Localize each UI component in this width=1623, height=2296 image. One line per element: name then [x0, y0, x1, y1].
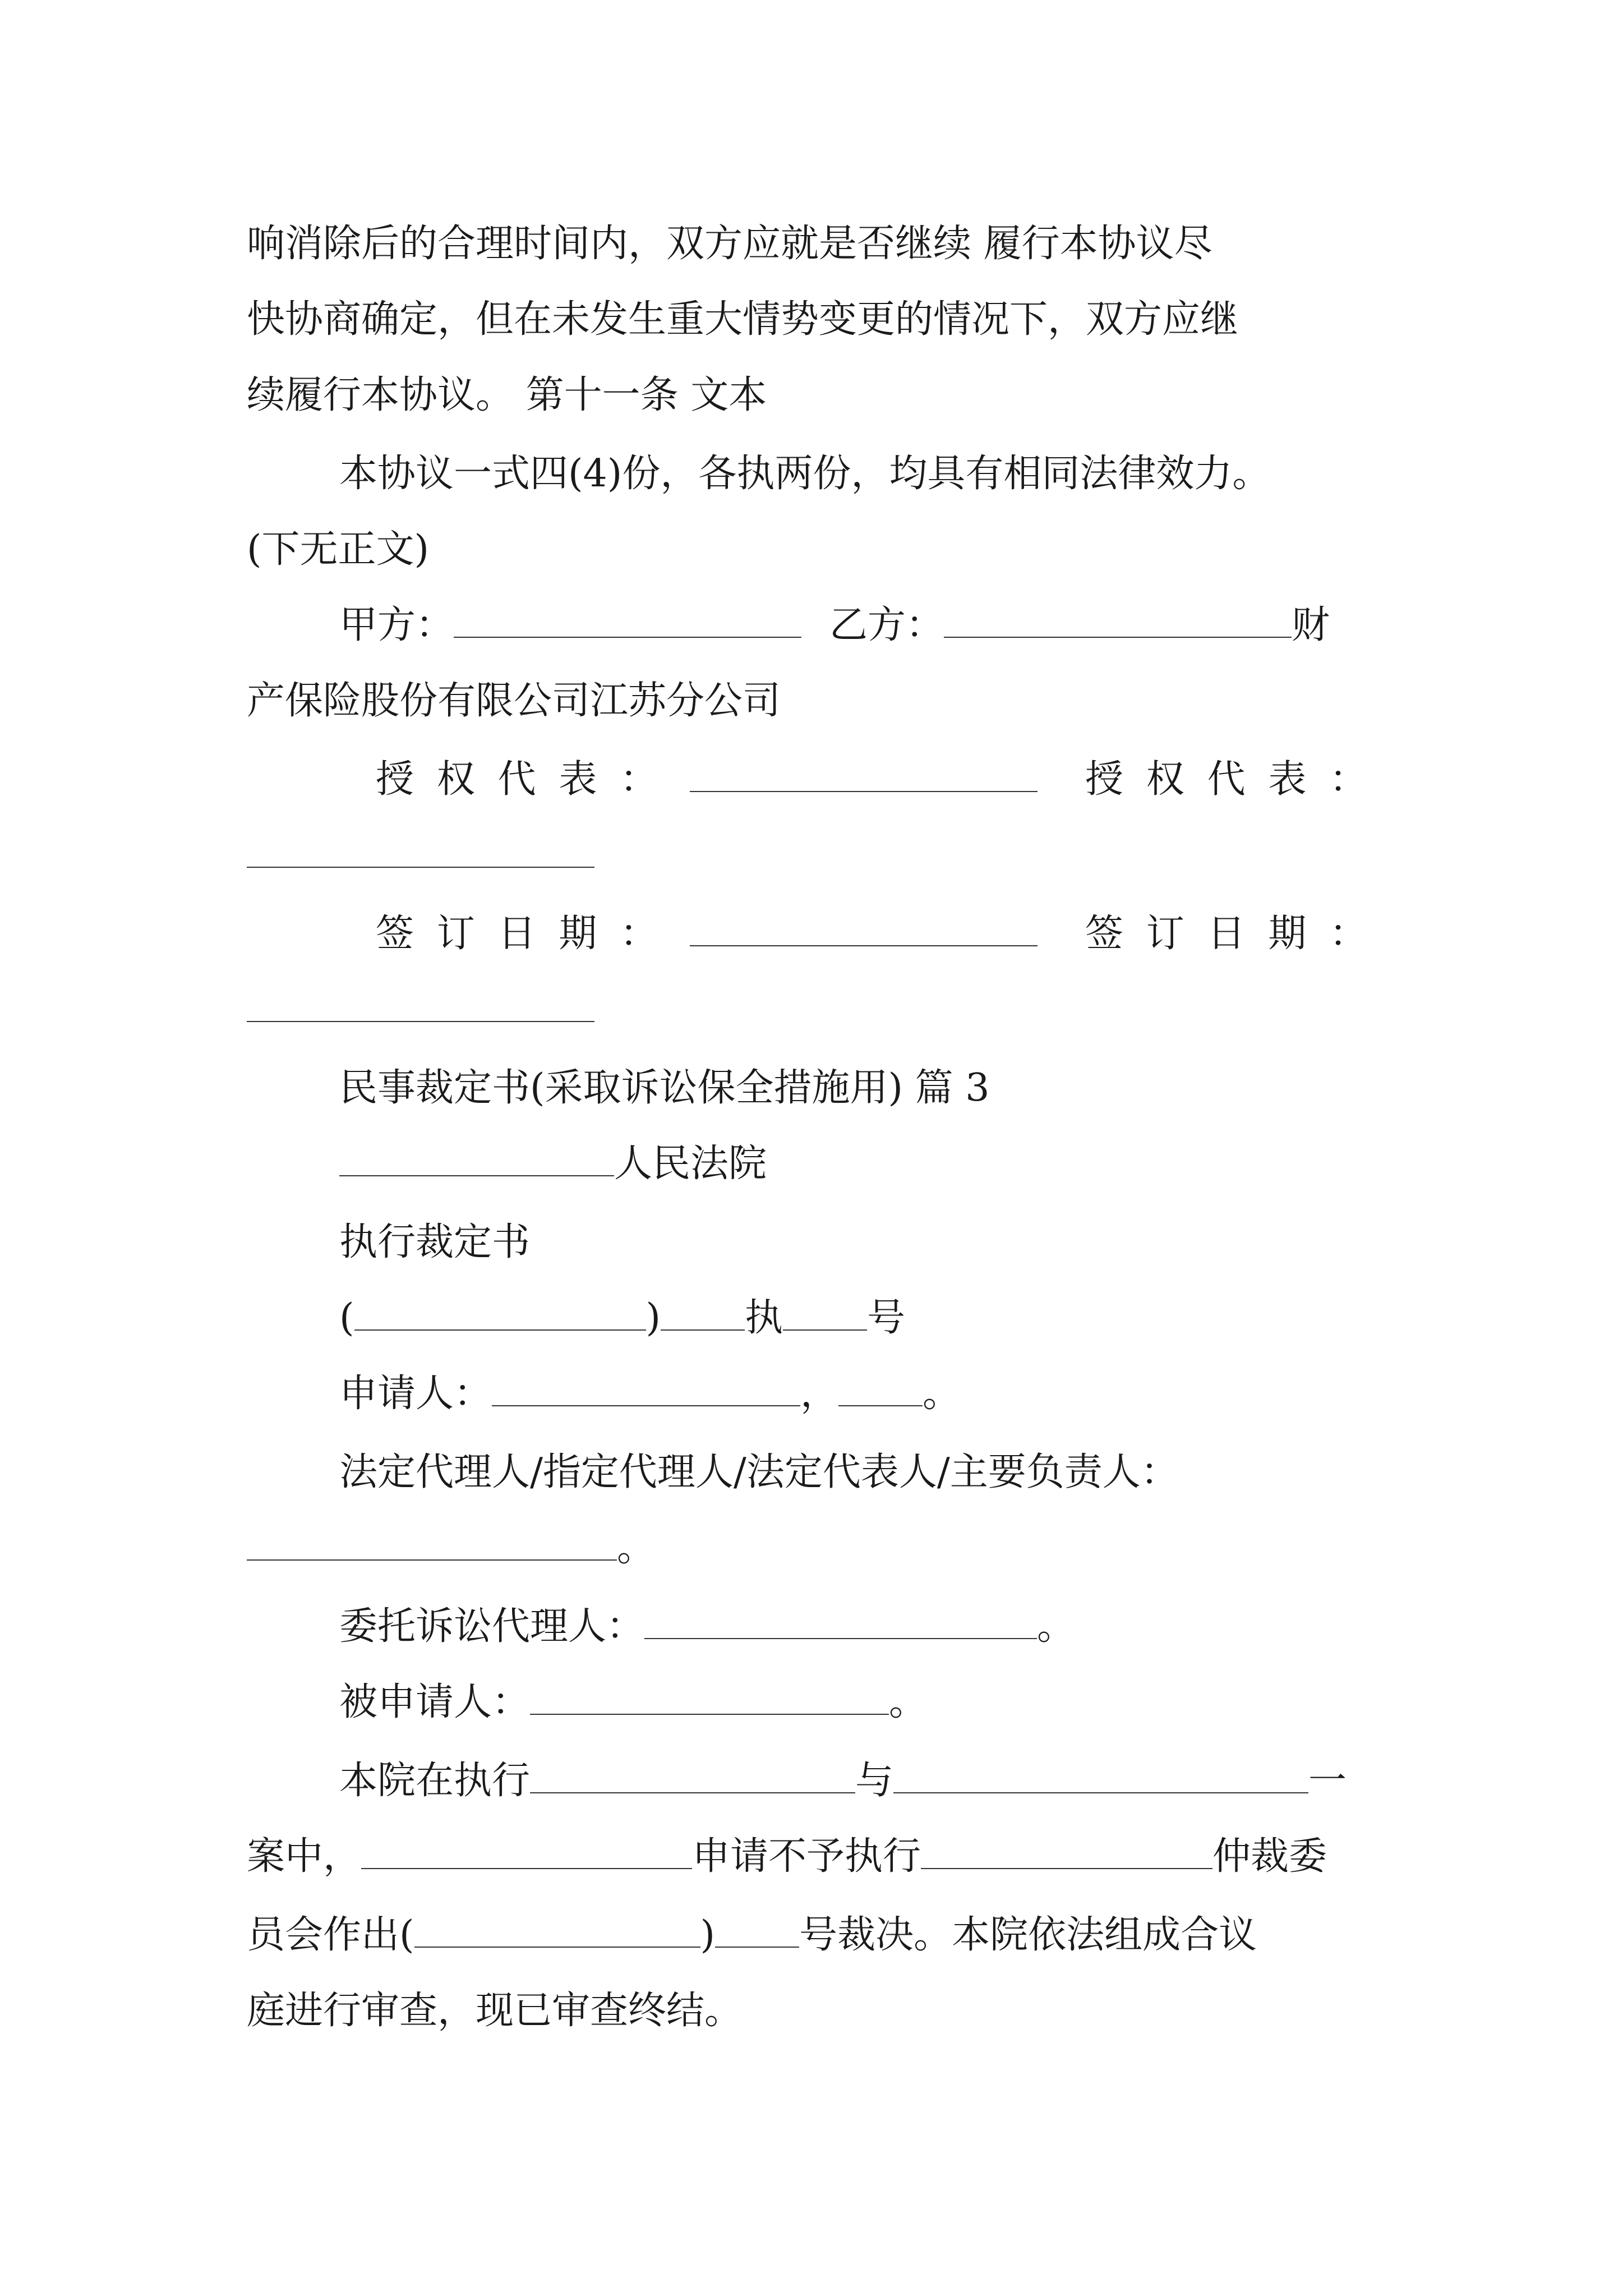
rep-b-label: 授权代表： — [1085, 757, 1391, 802]
agent-line — [339, 1602, 1075, 1652]
paren-close: ) — [645, 1296, 661, 1340]
legal-rep-line — [339, 1447, 1179, 1498]
rep-a-blank — [690, 755, 1038, 792]
text: 号裁决。本院依法组成合议 — [799, 1913, 1257, 1957]
exec-char: 执 — [745, 1296, 783, 1340]
paragraph-line — [247, 1986, 743, 2036]
applicant-name-blank — [361, 1832, 692, 1869]
party-a-label: 甲方： — [339, 603, 454, 647]
text: 本协议一式四(4)份，各执两份，均具有相同法律效力。 — [339, 452, 1271, 496]
paragraph-line — [247, 524, 429, 575]
date-b-label-wrap — [1085, 909, 1390, 959]
rep-b-label-wrap — [1085, 754, 1390, 805]
date-a-blank — [690, 909, 1038, 946]
party-b-label: 乙方： — [829, 603, 944, 647]
text: 财 — [1292, 603, 1330, 647]
date-a-label: 签订日期： — [376, 912, 681, 956]
text: 申请不予执行 — [692, 1834, 921, 1879]
paragraph-line — [339, 449, 1270, 499]
paragraph-line — [247, 676, 781, 726]
legal-rep-label: 法定代理人/指定代理人/法定代表人/主要负责人： — [339, 1450, 1179, 1494]
section-heading — [339, 1063, 990, 1114]
applicant-line — [339, 1369, 961, 1419]
applicant-blank — [492, 1369, 800, 1406]
year-blank — [354, 1294, 646, 1331]
rep-b-blank-wrap — [247, 830, 594, 881]
arbitration-body-blank — [921, 1832, 1212, 1869]
text: 仲裁委 — [1212, 1834, 1327, 1879]
paren-open: ( — [339, 1296, 354, 1340]
text: 案中， — [247, 1834, 362, 1879]
paragraph-line — [247, 1832, 1327, 1882]
party-a-blank — [454, 601, 801, 638]
text: 员会作出( — [247, 1913, 414, 1957]
case-number-line — [339, 1293, 905, 1343]
date-b-label: 签订日期： — [1085, 912, 1391, 956]
number-blank — [783, 1294, 867, 1331]
paragraph-line — [339, 1756, 1347, 1806]
paragraph-line — [247, 295, 1238, 345]
rep-a-blank-wrap — [690, 754, 1038, 805]
respondent-blank — [530, 1678, 889, 1715]
section-title: 民事裁定书(采取诉讼保全措施用) 篇 3 — [339, 1066, 990, 1110]
award-number-blank — [715, 1911, 799, 1948]
date-b-blank — [247, 985, 594, 1022]
text: 快协商确定，但在未发生重大情势变更的情况下，双方应继 — [247, 297, 1239, 342]
date-a-blank-wrap — [690, 909, 1038, 959]
respondent-label: 被申请人： — [339, 1680, 531, 1724]
text: 庭进行审查，现已审查终结。 — [247, 1989, 743, 2033]
paragraph-line — [247, 219, 1212, 269]
applicant-extra-blank — [838, 1369, 923, 1406]
text: (下无正文) — [247, 527, 430, 572]
rep-a-label: 授权代表： — [376, 757, 681, 802]
rep-b-blank — [247, 831, 594, 868]
text: ) — [700, 1913, 716, 1957]
paragraph-line — [247, 1910, 1257, 1961]
court-suffix: 人民法院 — [614, 1142, 767, 1186]
agent-blank — [644, 1602, 1037, 1639]
comma: ， — [800, 1372, 839, 1416]
award-year-blank — [414, 1911, 700, 1948]
signature-line-date — [376, 909, 681, 959]
number-suffix: 号 — [867, 1296, 906, 1340]
legal-rep-blank-line — [247, 1523, 655, 1573]
legal-rep-blank — [247, 1524, 617, 1561]
document-type: 执行裁定书 — [339, 1220, 531, 1264]
signature-line-party — [339, 600, 1330, 651]
court-name-blank — [339, 1139, 614, 1176]
case-party-a-blank — [530, 1756, 855, 1793]
period: 。 — [889, 1680, 928, 1724]
agent-label: 委托诉讼代理人： — [339, 1604, 645, 1649]
paragraph-line — [247, 370, 767, 421]
document-type-line — [339, 1217, 530, 1268]
text: 一 — [1308, 1759, 1347, 1803]
court-name-line — [339, 1139, 767, 1189]
date-b-blank-wrap — [247, 984, 594, 1035]
text: 响消除后的合理时间内，双方应就是否继续 履行本协议尽 — [247, 222, 1212, 266]
party-b-blank — [944, 601, 1292, 638]
period: 。 — [923, 1372, 961, 1416]
signature-line-representative — [376, 754, 681, 805]
period: 。 — [1037, 1604, 1076, 1649]
respondent-line — [339, 1677, 927, 1728]
text: 与 — [855, 1759, 894, 1803]
period: 。 — [617, 1526, 656, 1570]
case-party-b-blank — [893, 1756, 1308, 1793]
text: 本院在执行 — [339, 1759, 531, 1803]
applicant-label: 申请人： — [339, 1372, 492, 1416]
text: 续履行本协议。 第十一条 文本 — [247, 373, 767, 417]
company-name: 产保险股份有限公司江苏分公司 — [247, 679, 781, 723]
court-code-blank — [661, 1294, 745, 1331]
